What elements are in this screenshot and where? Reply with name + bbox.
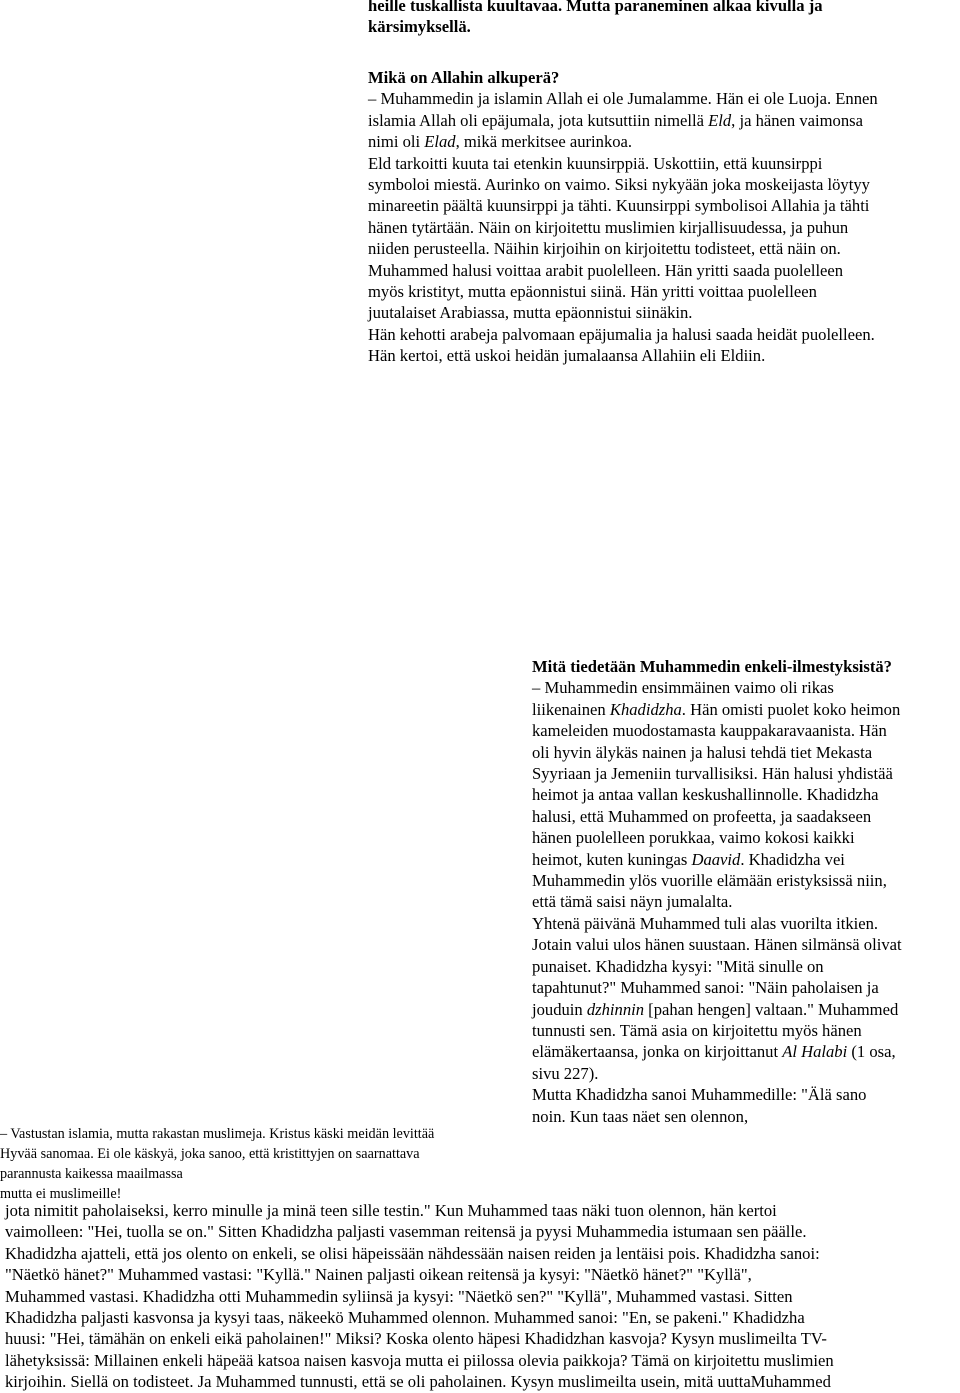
text-line: Hän kertoi, että uskoi heidän jumalaansa Allahiin eli Eldiin. — [368, 346, 766, 366]
angel-section — [532, 656, 958, 1127]
text-line: Muhammed halusi voittaa arabit puolelleen. Hän yritti saada puolelleen — [368, 260, 844, 280]
allah-section — [368, 67, 958, 367]
text-line: Yhtenä päivänä Muhammed tuli alas vuorilta itkien. — [532, 913, 879, 933]
text-line: punaiset. Khadidzha kysyi: "Mitä sinulle on — [532, 956, 824, 976]
text-line: "Näetkö hänet?" Muhammed vastasi: "Kyllä." Nainen paljasti oikean reitensä ja kysyi: "Näetkö hänet?" "Kyllä", — [5, 1265, 752, 1285]
section-heading: Mitä tiedetään Muhammedin enkeli-ilmestyksistä? — [532, 657, 892, 676]
text-line: tapahtunut?" Muhammed sanoi: "Näin paholaisen ja — [532, 978, 879, 998]
text-line: – Muhammedin ensimmäinen vaimo oli rikas — [532, 678, 834, 698]
text-line: liikenainen Khadidzha. Hän omisti puolet koko heimon — [532, 699, 901, 719]
text-line: niiden perusteella. Näihin kirjoihin on kirjoitettu todisteet, että näin on. — [368, 239, 841, 259]
image-caption — [0, 1124, 500, 1204]
text-line: halusi, että Muhammed on profeetta, ja saadakseen — [532, 806, 872, 826]
text-line: hänen puolelleen porukkaa, vaimo kokosi kaikki — [532, 828, 855, 848]
text-line: sivu 227). — [532, 1063, 599, 1083]
text-line: oli hyvin älykäs nainen ja halusi tehdä tiet Mekasta — [532, 742, 873, 762]
text-line: islamia Allah oli epäjumala, jota kutsuttiin nimellä Eld, ja hänen vaimonsa — [368, 110, 863, 130]
text-line: lähetyksissä: Millainen enkeli häpeää katsoa naisen kasvoja mutta ei piilossa olevia paikkoja? Tämä on kirjoitettu muslimien — [5, 1350, 834, 1370]
text-line: Muhammedin ylös vuorille elämään eristyksissä niin, — [532, 871, 887, 891]
text-line: myös kristityt, mutta epäonnistui siinä. Hän yritti voittaa puolelleen — [368, 282, 817, 302]
text-line: Syyriaan ja Jemeniin turvallisiksi. Hän halusi yhdistää — [532, 764, 893, 784]
text-line: symboloi miestä. Aurinko on vaimo. Siksi nykyään joka moskeijasta löytyy — [368, 175, 870, 195]
text-line: Jotain valui ulos hänen suustaan. Hänen silmänsä olivat — [532, 935, 902, 955]
text-line: huusi: "Hei, tämähän on enkeli eikä paholainen!" Miksi? Koska olento häpesi Khadidzhan kasvoja? Kysyn muslimeilta TV- — [5, 1329, 827, 1349]
text-line: heimot, kuten kuningas Daavid. Khadidzha vei — [532, 849, 845, 869]
text-line: Mutta Khadidzha sanoi Muhammedille: "Älä sano — [532, 1085, 867, 1105]
emphasis: Khadidzha — [609, 699, 682, 719]
emphasis: Al Halabi — [782, 1042, 848, 1062]
text-line: kirjoihin. Siellä on todisteet. Ja Muhammed tunnusti, että se oli paholainen. Kysyn muslimeilta usein, mitä uuttaMuhammed — [5, 1372, 831, 1392]
text-line: Hän kehotti arabeja palvomaan epäjumalia ja halusi saada heidät puolelleen. — [368, 324, 875, 344]
emphasis: Elad — [424, 132, 456, 152]
intro-line: heille tuskallista kuultavaa. Mutta paraneminen alkaa kivulla ja — [368, 0, 823, 15]
text-line: vaimolleen: "Hei, tuolla se on." Sitten Khadidzha paljasti vasemman reitensä ja pyysi Muhammedia istumaan sen päälle. — [5, 1222, 807, 1242]
text-line: juutalaiset Arabiassa, mutta epäonnistui siinäkin. — [368, 303, 693, 323]
caption-line: mutta ei muslimeille! — [0, 1186, 122, 1202]
emphasis: Eld — [708, 110, 732, 130]
text-line: Muhammed vastasi. Khadidzha otti Muhammedin syliinsä ja kysyi: "Näetkö sen?" "Kyllä", Muhammed vastasi. Sitten — [5, 1286, 793, 1306]
text-line: nimi oli Elad, mikä merkitsee aurinkoa. — [368, 132, 633, 152]
text-line: että tämä saisi näyn jumalalta. — [532, 892, 733, 912]
text-line: tunnusti sen. Tämä asia on kirjoitettu myös hänen — [532, 1020, 862, 1040]
emphasis: dzhinnin — [586, 999, 645, 1019]
text-line: hänen tytärtään. Näin on kirjoitettu muslimien kirjallisuudessa, ja puhun — [368, 217, 849, 237]
caption-line: parannusta kaikessa maailmassa — [0, 1166, 183, 1182]
text-line: heimot ja antaa vallan keskushallinnolle. Khadidzha — [532, 785, 879, 805]
text-line: noin. Kun taas näet sen olennon, — [532, 1106, 749, 1126]
text-line: kameleiden muodostamasta kauppakaravaanista. Hän — [532, 721, 887, 741]
text-line: – Muhammedin ja islamin Allah ei ole Jumalamme. Hän ei ole Luoja. Ennen — [368, 89, 878, 109]
continuation-paragraph — [5, 1200, 955, 1393]
text-line: minareetin päältä kuunsirppi ja tähti. Kuunsirppi symbolisoi Allahia ja tähti — [368, 196, 870, 216]
emphasis: Daavid — [691, 849, 741, 869]
text-line: jota nimitit paholaiseksi, kerro minulle ja minä teen sille testin." Kun Muhammed taas näki tuon olennon, hän kertoi — [5, 1201, 777, 1220]
text-line: Eld tarkoitti kuuta tai etenkin kuunsirppiä. Uskottiin, että kuunsirppi — [368, 153, 823, 173]
section-heading: Mikä on Allahin alkuperä? — [368, 68, 560, 87]
intro-paragraph — [368, 0, 958, 38]
text-line: elämäkertaansa, jonka on kirjoittanut Al Halabi (1 osa, — [532, 1042, 896, 1062]
text-line: jouduin dzhinnin [pahan hengen] valtaan." Muhammed — [532, 999, 899, 1019]
caption-line: Hyvää sanomaa. Ei ole käskyä, joka sanoo, että kristittyjen on saarnattava — [0, 1146, 420, 1162]
caption-line: – Vastustan islamia, mutta rakastan muslimeja. Kristus käski meidän levittää — [0, 1126, 435, 1142]
intro-line: kärsimyksellä. — [368, 17, 471, 37]
text-line: Khadidzha ajatteli, että jos olento on enkeli, se olisi häpeissään nähdessään naisen reiden ja lentäisi pois. Khadidzha sanoi: — [5, 1243, 820, 1263]
text-line: Khadidzha paljasti kasvonsa ja kysyi taas, näkeekö Muhammed olennon. Muhammed sanoi: "En, se pakeni." Khadidzha — [5, 1308, 805, 1328]
